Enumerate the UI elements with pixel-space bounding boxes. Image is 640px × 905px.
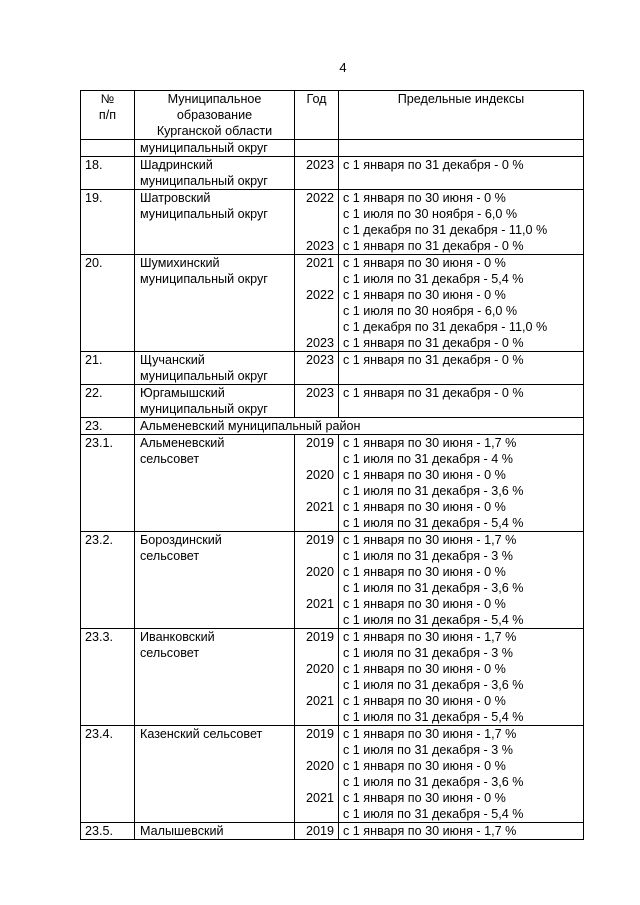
year-cell — [295, 823, 339, 840]
year-cell — [295, 435, 339, 532]
year-value — [298, 774, 334, 790]
table-row — [81, 157, 584, 190]
index-value: с 1 июля по 31 декабря - 3 % — [343, 743, 513, 757]
municipality-name-line: Малышевский — [140, 824, 224, 838]
row-number: 18. — [81, 157, 135, 190]
year-cell — [295, 385, 339, 418]
municipality-name — [135, 532, 295, 629]
year-value — [298, 806, 334, 822]
municipality-name-line: муниципальный округ — [140, 369, 268, 383]
municipality-name-line: муниципальный округ — [140, 174, 268, 188]
table-row — [81, 629, 584, 726]
index-value: с 1 июля по 31 декабря - 5,4 % — [343, 613, 524, 627]
table-row — [81, 435, 584, 532]
municipality-name-line: Щучанский — [140, 353, 205, 367]
row-number: 23.1. — [81, 435, 135, 532]
row-number: 22. — [81, 385, 135, 418]
year-value: 2021 — [305, 694, 334, 708]
municipality-name-line: Казенский сельсовет — [140, 727, 263, 741]
municipality-name — [135, 435, 295, 532]
continuation-row — [81, 140, 584, 157]
year-value — [298, 303, 334, 319]
index-cell — [339, 255, 584, 352]
table-row — [81, 532, 584, 629]
header-indexes: Предельные индексы — [339, 91, 584, 140]
year-value — [298, 368, 334, 384]
index-value: с 1 января по 30 июня - 1,7 % — [343, 824, 517, 838]
page-number: 4 — [339, 60, 347, 75]
index-value: с 1 января по 30 июня - 0 % — [343, 565, 506, 579]
municipality-name-line: сельсовет — [140, 646, 200, 660]
index-value: с 1 января по 30 июня - 0 % — [343, 759, 506, 773]
municipality-name-line: муниципальный округ — [140, 207, 268, 221]
year-value: 2020 — [305, 662, 334, 676]
index-cell — [339, 823, 584, 840]
index-value: с 1 июля по 31 декабря - 4 % — [343, 452, 513, 466]
year-cell — [295, 532, 339, 629]
table-row — [81, 726, 584, 823]
index-value: с 1 января по 30 июня - 1,7 % — [343, 436, 517, 450]
header-number: № п/п — [81, 91, 135, 140]
year-value: 2019 — [305, 630, 334, 644]
index-value: с 1 января по 30 июня - 0 % — [343, 791, 506, 805]
index-value: с 1 января по 30 июня - 1,7 % — [343, 727, 517, 741]
index-value: с 1 июля по 31 декабря - 3,6 % — [343, 678, 524, 692]
index-value: с 1 января по 30 июня - 0 % — [343, 597, 506, 611]
index-value: с 1 декабря по 31 декабря - 11,0 % — [343, 320, 548, 334]
index-cell — [339, 190, 584, 255]
index-value: с 1 января по 30 июня - 0 % — [343, 662, 506, 676]
table-row — [81, 823, 584, 840]
municipality-name-line: Юргамышский — [140, 386, 225, 400]
year-value — [298, 271, 334, 287]
municipality-name-line: Шумихинский — [140, 256, 220, 270]
index-value: с 1 января по 30 июня - 0 % — [343, 500, 506, 514]
year-value — [298, 515, 334, 531]
municipality-name — [135, 352, 295, 385]
year-cell — [295, 190, 339, 255]
index-value: с 1 января по 30 июня - 0 % — [343, 288, 506, 302]
table-body — [81, 140, 584, 840]
index-cell — [339, 629, 584, 726]
continuation-text: муниципальный округ — [135, 140, 295, 157]
municipality-name-line: Иванковский — [140, 630, 215, 644]
index-value: с 1 июля по 31 декабря - 3,6 % — [343, 484, 524, 498]
index-value: с 1 июля по 30 ноября - 6,0 % — [343, 207, 518, 221]
index-value: с 1 января по 30 июня - 0 % — [343, 694, 506, 708]
section-row — [81, 418, 584, 435]
index-value: с 1 июля по 31 декабря - 5,4 % — [343, 807, 524, 821]
municipality-name — [135, 726, 295, 823]
index-cell — [339, 352, 584, 385]
year-cell — [295, 157, 339, 190]
year-value: 2019 — [305, 436, 334, 450]
row-number: 23.4. — [81, 726, 135, 823]
year-value — [298, 319, 334, 335]
municipality-name — [135, 385, 295, 418]
index-value: с 1 декабря по 31 декабря - 11,0 % — [343, 223, 548, 237]
index-cell — [339, 157, 584, 190]
year-value — [298, 709, 334, 725]
year-value — [298, 580, 334, 596]
index-cell — [339, 726, 584, 823]
index-value — [343, 368, 580, 384]
municipality-name-line: Шадринский — [140, 158, 213, 172]
year-value: 2023 — [305, 353, 334, 367]
year-value: 2023 — [305, 239, 334, 253]
table-row — [81, 190, 584, 255]
municipality-name — [135, 255, 295, 352]
year-value: 2022 — [305, 288, 334, 302]
municipality-name-line: Бороздинский — [140, 533, 222, 547]
table-row — [81, 385, 584, 418]
table-row — [81, 255, 584, 352]
index-value: с 1 июля по 31 декабря - 5,4 % — [343, 272, 524, 286]
year-value — [298, 173, 334, 189]
year-value: 2021 — [305, 256, 334, 270]
index-value: с 1 июля по 31 декабря - 3 % — [343, 646, 513, 660]
index-value: с 1 июля по 31 декабря - 3 % — [343, 549, 513, 563]
municipality-name — [135, 190, 295, 255]
index-value: с 1 января по 31 декабря - 0 % — [343, 158, 524, 172]
year-value — [298, 222, 334, 238]
index-value: с 1 января по 31 декабря - 0 % — [343, 336, 524, 350]
year-value: 2021 — [305, 791, 334, 805]
year-value: 2021 — [305, 597, 334, 611]
index-value: с 1 января по 30 июня - 1,7 % — [343, 533, 517, 547]
year-value: 2020 — [305, 759, 334, 773]
index-cell — [339, 532, 584, 629]
year-cell — [295, 352, 339, 385]
row-number: 20. — [81, 255, 135, 352]
year-value: 2021 — [305, 500, 334, 514]
index-cell — [339, 435, 584, 532]
index-value: с 1 января по 31 декабря - 0 % — [343, 239, 524, 253]
year-cell — [295, 629, 339, 726]
index-value — [343, 173, 580, 189]
index-value: с 1 июля по 31 декабря - 5,4 % — [343, 516, 524, 530]
year-value — [298, 206, 334, 222]
year-value — [298, 401, 334, 417]
year-value — [298, 677, 334, 693]
year-value — [298, 645, 334, 661]
year-value — [298, 742, 334, 758]
index-value: с 1 июля по 31 декабря - 3,6 % — [343, 581, 524, 595]
municipality-name-line: муниципальный округ — [140, 402, 268, 416]
row-number: 23. — [81, 418, 135, 435]
year-value — [298, 483, 334, 499]
header-year: Год — [295, 91, 339, 140]
municipality-name-line: сельсовет — [140, 452, 200, 466]
index-value: с 1 января по 30 июня - 0 % — [343, 191, 506, 205]
index-value: с 1 июля по 31 декабря - 3,6 % — [343, 775, 524, 789]
price-index-table — [80, 90, 584, 840]
municipality-name — [135, 157, 295, 190]
year-cell — [295, 255, 339, 352]
municipality-name — [135, 823, 295, 840]
year-value — [298, 612, 334, 628]
index-value: с 1 января по 30 июня - 0 % — [343, 256, 506, 270]
year-value: 2020 — [305, 468, 334, 482]
year-value: 2019 — [305, 727, 334, 741]
table-header-row — [81, 91, 584, 140]
row-number: 23.5. — [81, 823, 135, 840]
municipality-name-line: Альменевский — [140, 436, 225, 450]
year-value: 2022 — [305, 191, 334, 205]
index-value: с 1 июля по 31 декабря - 5,4 % — [343, 710, 524, 724]
year-value: 2019 — [305, 824, 334, 838]
index-value: с 1 января по 30 июня - 0 % — [343, 468, 506, 482]
year-value — [298, 548, 334, 564]
section-title: Альменевский муниципальный район — [135, 418, 584, 435]
year-value — [298, 451, 334, 467]
year-cell — [295, 726, 339, 823]
header-municipality: Муниципальное образование Курганской области — [135, 91, 295, 140]
year-value: 2019 — [305, 533, 334, 547]
municipality-name-line: муниципальный округ — [140, 272, 268, 286]
index-cell — [339, 385, 584, 418]
row-number: 19. — [81, 190, 135, 255]
index-value: с 1 января по 30 июня - 1,7 % — [343, 630, 517, 644]
year-value: 2023 — [305, 336, 334, 350]
index-value: с 1 января по 31 декабря - 0 % — [343, 353, 524, 367]
row-number: 23.2. — [81, 532, 135, 629]
year-value: 2023 — [305, 386, 334, 400]
index-value: с 1 июля по 30 ноября - 6,0 % — [343, 304, 518, 318]
index-value — [343, 401, 580, 417]
table-row — [81, 352, 584, 385]
year-value: 2023 — [305, 158, 334, 172]
year-value: 2020 — [305, 565, 334, 579]
index-value: с 1 января по 31 декабря - 0 % — [343, 386, 524, 400]
municipality-name-line: Шатровский — [140, 191, 211, 205]
municipality-name — [135, 629, 295, 726]
row-number: 23.3. — [81, 629, 135, 726]
municipality-name-line: сельсовет — [140, 549, 200, 563]
row-number: 21. — [81, 352, 135, 385]
